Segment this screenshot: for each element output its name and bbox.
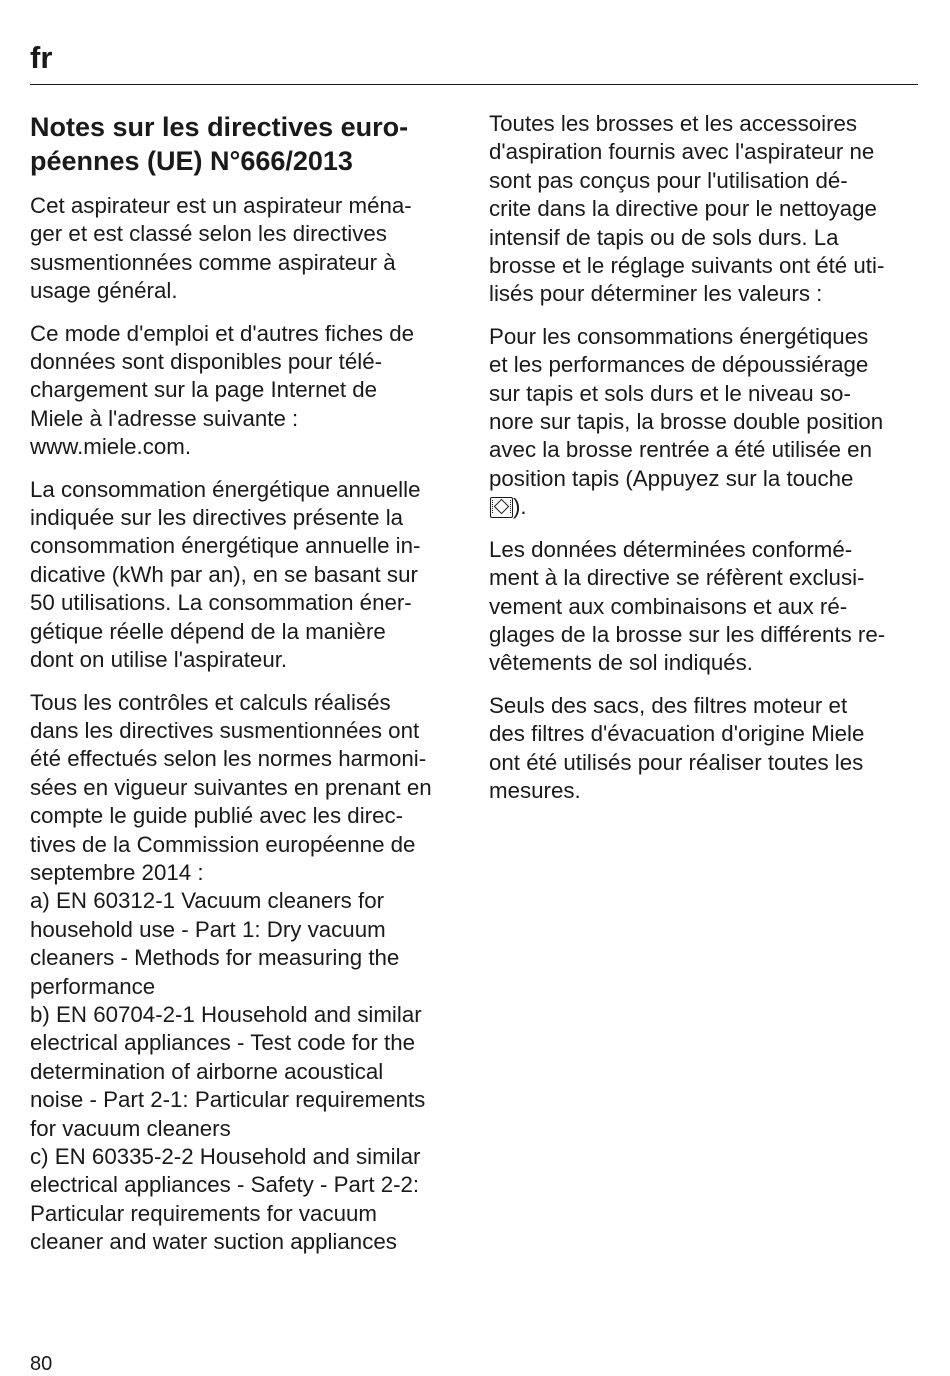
standard-item-b: b) EN 60704-2-1 Household and similar electrical appliances - Test code for the determination of airborne acoustical noise - Part 2-1: Particular requirements for vacuum cleaners <box>30 1001 426 1141</box>
left-column <box>30 110 470 1257</box>
brush-setting-text: Pour les consommations énergétiques et les performances de dépoussiérage sur tapis et sols durs et le niveau so- nore sur tapis, la brosse double position avec la brosse rentrée a été utilisée en position tapis (Appuyez sur la touche <box>489 323 884 491</box>
language-marker: fr <box>30 40 53 75</box>
brush-setting-suffix: ). <box>513 494 527 520</box>
right-column <box>489 110 927 819</box>
carpet-mode-key-icon <box>490 497 513 518</box>
accessories-paragraph: Toutes les brosses et les accessoires d'aspiration fournis avec l'aspirateur ne sont pas conçus pour l'utilisation dé- crite dans la directive pour le nettoyage intensif de tapis ou de sols durs. La brosse et le réglage suivants ont été uti- lisés pour déterminer les valeurs : <box>489 111 885 307</box>
standard-item-c: c) EN 60335-2-2 Household and similar electrical appliances - Safety - Part 2-2: Particular requirements for vacuum cleaner and water suction appliances <box>30 1144 421 1255</box>
brush-setting-paragraph <box>489 323 927 522</box>
original-parts-paragraph: Seuls des sacs, des filtres moteur et des filtres d'évacuation d'origine Miele ont été utilisés pour réaliser toutes les mesures. <box>489 692 865 803</box>
section-heading: Notes sur les directives euro- péennes (UE) N°666/2013 <box>30 112 409 176</box>
header-divider <box>30 84 918 85</box>
energy-consumption-paragraph: La consommation énergétique annuelle indiquée sur les directives présente la consommation énergétique annuelle in- dicative (kWh par an), en se basant sur 50 utilisations. La consommation éner- gétique réelle dépend de la manière dont on utilise l'aspirateur. <box>30 476 421 673</box>
page-number: 80 <box>30 1353 53 1375</box>
intro-paragraph: Cet aspirateur est un aspirateur ména- ger et est classé selon les directives susmentionnées comme aspirateur à usage général. <box>30 193 412 304</box>
standard-item-a: a) EN 60312-1 Vacuum cleaners for household use - Part 1: Dry vacuum cleaners - Methods for measuring the performance <box>30 888 400 999</box>
data-determination-paragraph: Les données déterminées conformé- ment à la directive se réfèrent exclusi- vement aux combinaisons et aux ré- glages de la brosse sur les différents re- vêtements de sol indiqués. <box>489 536 886 676</box>
download-paragraph: Ce mode d'emploi et d'autres fiches de données sont disponibles pour télé- chargement sur la page Internet de Miele à l'adresse suivante : www.miele.com. <box>30 320 415 460</box>
standards-intro-paragraph: Tous les contrôles et calculs réalisés dans les directives susmentionnées ont été effectués selon les normes harmoni- sées en vigueur suivantes en prenant en compte le guide publié avec les direc- tives de la Commission européenne de septembre 2014 : <box>30 689 432 885</box>
